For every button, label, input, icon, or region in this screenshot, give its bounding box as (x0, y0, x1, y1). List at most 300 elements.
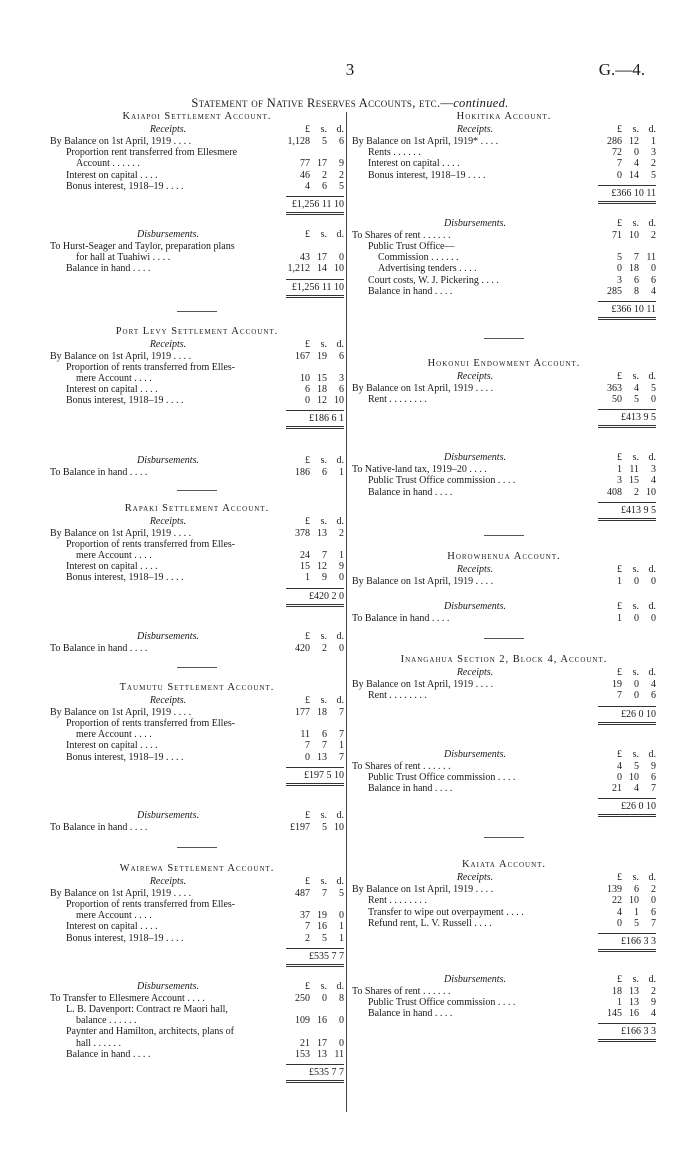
ledger-description: Bonus interest, 1918–19 . . . . (66, 932, 184, 944)
ledger-description: Commission . . . . . . (378, 252, 459, 264)
pounds-value (286, 899, 310, 910)
ledger-description: Balance in hand . . . . (66, 1048, 151, 1060)
ledger-row (352, 241, 656, 252)
pence-value: 2 (651, 985, 656, 997)
shillings-value: 12 (317, 395, 327, 407)
shillings-value (310, 718, 327, 729)
pence-value (327, 362, 344, 373)
shillings-value: 17 (317, 158, 327, 170)
total-amount: £535 7 7 (286, 1064, 344, 1083)
pounds-header: £ (305, 875, 310, 887)
pounds-value: 420 (295, 642, 310, 654)
ledger-description: Rent . . . . . . . . (368, 895, 427, 907)
pounds-value: 0 (305, 395, 310, 407)
ledger-total (50, 279, 344, 298)
pence-value: 10 (646, 486, 656, 498)
column-header-row (352, 601, 656, 613)
ledger-description: By Balance on 1st April, 1919 . . . . (50, 350, 192, 362)
total-amount: £413 9 5 (598, 502, 656, 521)
ledger-row (352, 918, 656, 929)
ledger-row (50, 1038, 344, 1049)
pence-header: d. (336, 228, 344, 240)
pence-value: 2 (339, 169, 344, 181)
ledger-row (50, 395, 344, 406)
pounds-value: 24 (300, 550, 310, 561)
shillings-value: 16 (317, 921, 327, 933)
column-header-row (50, 455, 344, 467)
total-amount: £26 0 10 (598, 798, 656, 817)
pence-value: 7 (339, 729, 344, 741)
shillings-value: 17 (317, 252, 327, 264)
pounds-header: £ (617, 748, 622, 760)
pounds-header: £ (617, 973, 622, 985)
ledger-description: Public Trust Office— (368, 240, 455, 252)
total-spacer (50, 948, 286, 967)
column-divider (346, 112, 347, 1112)
column-header-row (352, 749, 656, 761)
pence-header: d. (648, 973, 656, 985)
total-spacer (50, 767, 286, 786)
ledger-row (50, 1049, 344, 1060)
shillings-value: 12 (629, 136, 639, 147)
shillings-value: 1 (634, 906, 639, 918)
shillings-value: 6 (634, 274, 639, 286)
shillings-value: 5 (322, 932, 327, 944)
pence-value: 3 (651, 464, 656, 476)
ledger-row (352, 158, 656, 169)
pounds-header: £ (305, 228, 310, 240)
pounds-value: 378 (295, 527, 310, 539)
section-subheading: Disbursements. (444, 748, 506, 760)
pounds-header: £ (617, 667, 622, 679)
pounds-value: 7 (305, 740, 310, 752)
shillings-value (310, 1026, 327, 1037)
section-separator (177, 490, 217, 491)
shillings-value: 11 (629, 464, 639, 476)
column-header-row (50, 810, 344, 822)
pounds-value (598, 241, 622, 252)
shillings-header: s. (320, 455, 327, 467)
pence-value: 6 (339, 350, 344, 362)
shillings-value: 2 (322, 642, 327, 654)
shillings-header: s. (320, 809, 327, 821)
pence-header: d. (336, 809, 344, 821)
ledger-total (50, 1064, 344, 1083)
pence-value: 6 (339, 384, 344, 396)
pounds-value: 177 (295, 706, 310, 718)
shillings-header: s. (632, 217, 639, 229)
pounds-value: 37 (300, 910, 310, 922)
pence-value: 0 (651, 263, 656, 275)
shillings-header: s. (320, 980, 327, 992)
ledger-description: To Native-land tax, 1919–20 . . . . (352, 464, 487, 476)
pence-value (327, 899, 344, 910)
section-separator (484, 638, 524, 639)
ledger-row (352, 263, 656, 274)
ledger-description: mere Account . . . . (76, 729, 152, 741)
spacer (50, 967, 344, 981)
pounds-value: 408 (607, 486, 622, 498)
shillings-value: 0 (634, 147, 639, 159)
section-subheading: Disbursements. (137, 809, 199, 821)
account-section (50, 502, 344, 654)
pence-value: 1 (339, 467, 344, 479)
section-separator (484, 338, 524, 339)
shillings-value: 5 (634, 917, 639, 929)
ledger-description: Interest on capital . . . . (66, 921, 158, 933)
pence-value: 0 (339, 1015, 344, 1027)
ledger-row (50, 1004, 344, 1015)
pence-value: 7 (651, 917, 656, 929)
ledger-description: By Balance on 1st April, 1919 . . . . (352, 382, 494, 394)
shillings-value: 19 (317, 910, 327, 922)
ledger-row (352, 576, 656, 587)
pence-value: 7 (339, 706, 344, 718)
ledger-row (50, 467, 344, 478)
shillings-value: 16 (629, 1008, 639, 1020)
shillings-value: 5 (634, 394, 639, 406)
shillings-value: 7 (634, 252, 639, 264)
shillings-header: s. (320, 338, 327, 350)
ledger-row (352, 895, 656, 906)
pounds-value: 1,128 (287, 136, 310, 147)
pounds-header: £ (617, 872, 622, 884)
ledger-row (352, 613, 656, 624)
section-separator (177, 311, 217, 312)
pence-value: 0 (339, 572, 344, 584)
total-amount: £197 5 10 (286, 767, 344, 786)
pounds-value: 18 (612, 985, 622, 997)
ledger-total (352, 301, 656, 320)
ledger-description: Interest on capital . . . . (66, 561, 158, 573)
shillings-value: 13 (317, 527, 327, 539)
pence-value: 0 (339, 1037, 344, 1049)
pounds-header: £ (617, 217, 622, 229)
pence-value: 0 (651, 895, 656, 907)
ledger-description: mere Account . . . . (76, 550, 152, 561)
section-separator (484, 535, 524, 536)
ledger-row (50, 910, 344, 921)
pounds-value: 1 (617, 575, 622, 587)
total-amount: £186 6 1 (286, 410, 344, 429)
pounds-value: 19 (612, 679, 622, 691)
pence-value: 4 (651, 285, 656, 297)
pounds-value: 5 (617, 252, 622, 264)
account-section (50, 862, 344, 1083)
spacer (352, 952, 656, 974)
ledger-description: Proportion of rents transferred from Elles- (66, 361, 236, 373)
ledger-row (352, 275, 656, 286)
ledger-row (50, 539, 344, 550)
shillings-value: 2 (634, 486, 639, 498)
left-column (50, 110, 344, 1087)
shillings-value: 5 (322, 821, 327, 833)
account-section (352, 357, 656, 521)
ledger-row (50, 1015, 344, 1026)
ledger-row (50, 528, 344, 539)
shillings-value: 12 (317, 561, 327, 573)
ledger-row (352, 907, 656, 918)
pounds-value (286, 539, 310, 550)
account-section (352, 858, 656, 1042)
ledger-total (50, 196, 344, 215)
ledger-description: Bonus interest, 1918–19 . . . . (368, 169, 486, 181)
pence-value (327, 718, 344, 729)
section-subheading: Receipts. (456, 563, 494, 575)
shillings-header: s. (632, 601, 639, 612)
shillings-value: 16 (317, 1015, 327, 1027)
shillings-header: s. (320, 630, 327, 642)
ledger-description: Bonus interest, 1918–19 . . . . (66, 395, 184, 407)
pounds-header: £ (305, 455, 310, 467)
account-title: Kaiata Account. (461, 859, 547, 871)
ledger-row (352, 170, 656, 181)
shillings-header: s. (320, 228, 327, 240)
pounds-value: 50 (612, 394, 622, 406)
ledger-row (352, 690, 656, 701)
account-section (352, 550, 656, 624)
ledger-description: Interest on capital . . . . (368, 158, 460, 170)
pounds-header: £ (305, 124, 310, 135)
ledger-row (50, 263, 344, 274)
pounds-value (286, 147, 310, 158)
ledger-description: By Balance on 1st April, 1919 . . . . (352, 884, 494, 896)
pence-value (327, 1026, 344, 1037)
ledger-row (352, 761, 656, 772)
shillings-value (310, 539, 327, 550)
ledger-total (352, 706, 656, 725)
section-subheading: Disbursements. (137, 228, 199, 240)
ledger-total (50, 767, 344, 786)
column-header-row (352, 564, 656, 576)
ledger-description: By Balance on 1st April, 1919 . . . . (50, 706, 192, 718)
pence-value: 2 (339, 527, 344, 539)
pounds-header: £ (617, 370, 622, 382)
total-amount: £1,256 11 10 (286, 279, 344, 298)
ledger-row (352, 783, 656, 794)
pence-header: d. (648, 217, 656, 229)
pence-value: 10 (334, 263, 344, 275)
ledger-row (50, 550, 344, 561)
shillings-value: 13 (317, 1048, 327, 1060)
pounds-value: 43 (300, 252, 310, 264)
ledger-description: for hall at Tuahiwi . . . . (76, 252, 171, 264)
total-spacer (50, 279, 286, 298)
ledger-description: Rent . . . . . . . . (368, 690, 427, 702)
section-separator (484, 837, 524, 838)
ledger-row (352, 884, 656, 895)
pence-value: 6 (339, 136, 344, 147)
ledger-description: Public Trust Office commission . . . . (368, 771, 516, 783)
total-spacer (352, 502, 598, 521)
account-section (50, 325, 344, 479)
ledger-row (352, 383, 656, 394)
pence-value: 11 (646, 252, 656, 264)
shillings-header: s. (320, 515, 327, 527)
column-header-row (50, 981, 344, 993)
pence-value: 5 (339, 887, 344, 899)
ledger-description: Balance in hand . . . . (368, 486, 453, 498)
right-column (352, 110, 656, 1046)
total-spacer (50, 410, 286, 429)
ledger-row (50, 993, 344, 1004)
ledger-row (50, 351, 344, 362)
pence-value: 7 (339, 751, 344, 763)
spacer (50, 429, 344, 455)
total-spacer (352, 301, 598, 320)
pence-header: d. (336, 694, 344, 706)
total-spacer (352, 798, 598, 817)
shillings-value: 4 (634, 382, 639, 394)
ledger-total (352, 1023, 656, 1042)
shillings-value: 10 (629, 229, 639, 241)
column-header-row (50, 695, 344, 707)
pounds-value: 4 (305, 180, 310, 192)
pence-header: d. (336, 980, 344, 992)
ledger-total (50, 588, 344, 607)
pounds-value: 72 (612, 147, 622, 159)
account-title: Rapaki Settlement Account. (124, 502, 270, 514)
pence-value: 3 (339, 372, 344, 384)
ledger-description: Account . . . . . . (76, 158, 140, 170)
pounds-value: 0 (617, 917, 622, 929)
ledger-row (50, 822, 344, 833)
pence-value: 2 (651, 884, 656, 896)
pounds-header: £ (617, 601, 622, 612)
ledger-row (50, 181, 344, 192)
account-title: Hokitika Account. (456, 111, 552, 122)
pence-value (327, 147, 344, 158)
shillings-header: s. (632, 452, 639, 464)
ledger-row (50, 933, 344, 944)
pounds-value: 7 (617, 690, 622, 702)
pence-value: 0 (651, 613, 656, 624)
shillings-value: 13 (317, 751, 327, 763)
ledger-row (352, 679, 656, 690)
shillings-value (622, 241, 639, 252)
pounds-value: 7 (617, 158, 622, 170)
pounds-value: 21 (612, 782, 622, 794)
ledger-description: L. B. Davenport: Contract re Maori hall, (66, 1004, 228, 1015)
total-amount: £166 3 3 (598, 1023, 656, 1042)
ledger-description: Balance in hand . . . . (368, 285, 453, 297)
ledger-row (50, 252, 344, 263)
pence-header: d. (336, 875, 344, 887)
column-header-row (50, 516, 344, 528)
ledger-description: Proportion of rents transferred from Elles- (66, 538, 236, 550)
shillings-value: 0 (634, 679, 639, 691)
ledger-total (352, 502, 656, 521)
pounds-value: 1,212 (287, 263, 310, 275)
ledger-description: mere Account . . . . (76, 372, 152, 384)
pounds-value (286, 362, 310, 373)
ledger-description: Proportion of rents transferred from Elles- (66, 899, 236, 911)
ledger-row (50, 572, 344, 583)
shillings-value: 10 (629, 895, 639, 907)
pounds-value: 4 (617, 906, 622, 918)
ledger-row (50, 384, 344, 395)
pence-value: 8 (339, 992, 344, 1004)
pence-value: 2 (651, 229, 656, 241)
pence-value: 9 (651, 760, 656, 772)
pence-header: d. (648, 370, 656, 382)
pounds-header: £ (305, 630, 310, 642)
ledger-row (352, 487, 656, 498)
spacer (352, 428, 656, 452)
pence-value: 3 (651, 147, 656, 159)
pence-value: 6 (651, 771, 656, 783)
pence-header: d. (648, 124, 656, 135)
section-subheading: Receipts. (149, 515, 187, 527)
ledger-row (50, 147, 344, 158)
pounds-value: 1 (617, 464, 622, 476)
ledger-row (50, 740, 344, 751)
total-spacer (50, 588, 286, 607)
shillings-value (310, 362, 327, 373)
column-header-row (352, 124, 656, 136)
pounds-value: 167 (295, 350, 310, 362)
pence-value: 0 (339, 252, 344, 264)
total-amount: £420 2 0 (286, 588, 344, 607)
pence-value: 4 (651, 1008, 656, 1020)
section-subheading: Disbursements. (444, 452, 506, 464)
ledger-total (352, 409, 656, 428)
pounds-value (286, 241, 310, 252)
ledger-row (352, 986, 656, 997)
section-subheading: Receipts. (456, 667, 494, 679)
shillings-value: 2 (322, 169, 327, 181)
shillings-header: s. (320, 124, 327, 135)
pounds-value: 21 (300, 1037, 310, 1049)
ledger-description: Balance in hand . . . . (368, 1008, 453, 1020)
ledger-row (50, 718, 344, 729)
ledger-total (50, 948, 344, 967)
ledger-description: Bonus interest, 1918–19 . . . . (66, 751, 184, 763)
pounds-header: £ (617, 124, 622, 135)
column-header-row (352, 974, 656, 986)
pence-value: 1 (339, 932, 344, 944)
shillings-value: 18 (317, 706, 327, 718)
column-header-row (352, 218, 656, 230)
ledger-description: To Shares of rent . . . . . . (352, 229, 451, 241)
pence-header: d. (648, 452, 656, 464)
ledger-row (352, 147, 656, 158)
ledger-row (50, 561, 344, 572)
total-spacer (352, 706, 598, 725)
shillings-value: 4 (634, 782, 639, 794)
ledger-description: Rents . . . . . . (368, 147, 421, 159)
ledger-description: Transfer to wipe out overpayment . . . . (368, 906, 524, 918)
pounds-value: 186 (295, 467, 310, 479)
ledger-description: Public Trust Office commission . . . . (368, 475, 516, 487)
ledger-description: Court costs, W. J. Pickering . . . . (368, 274, 499, 286)
shillings-header: s. (632, 563, 639, 575)
ledger-row (352, 464, 656, 475)
pence-header: d. (648, 601, 656, 612)
account-title: Hokonui Endowment Account. (427, 357, 581, 369)
shillings-value: 17 (317, 1037, 327, 1049)
shillings-value: 19 (317, 350, 327, 362)
pence-header: d. (648, 748, 656, 760)
pence-value: 9 (651, 997, 656, 1009)
account-title: Horowhenua Account. (447, 550, 561, 562)
pence-value: 6 (651, 274, 656, 286)
ledger-row (352, 286, 656, 297)
shillings-value: 13 (629, 997, 639, 1009)
total-spacer (50, 196, 286, 215)
pounds-header: £ (617, 452, 622, 464)
ledger-row (352, 1008, 656, 1019)
